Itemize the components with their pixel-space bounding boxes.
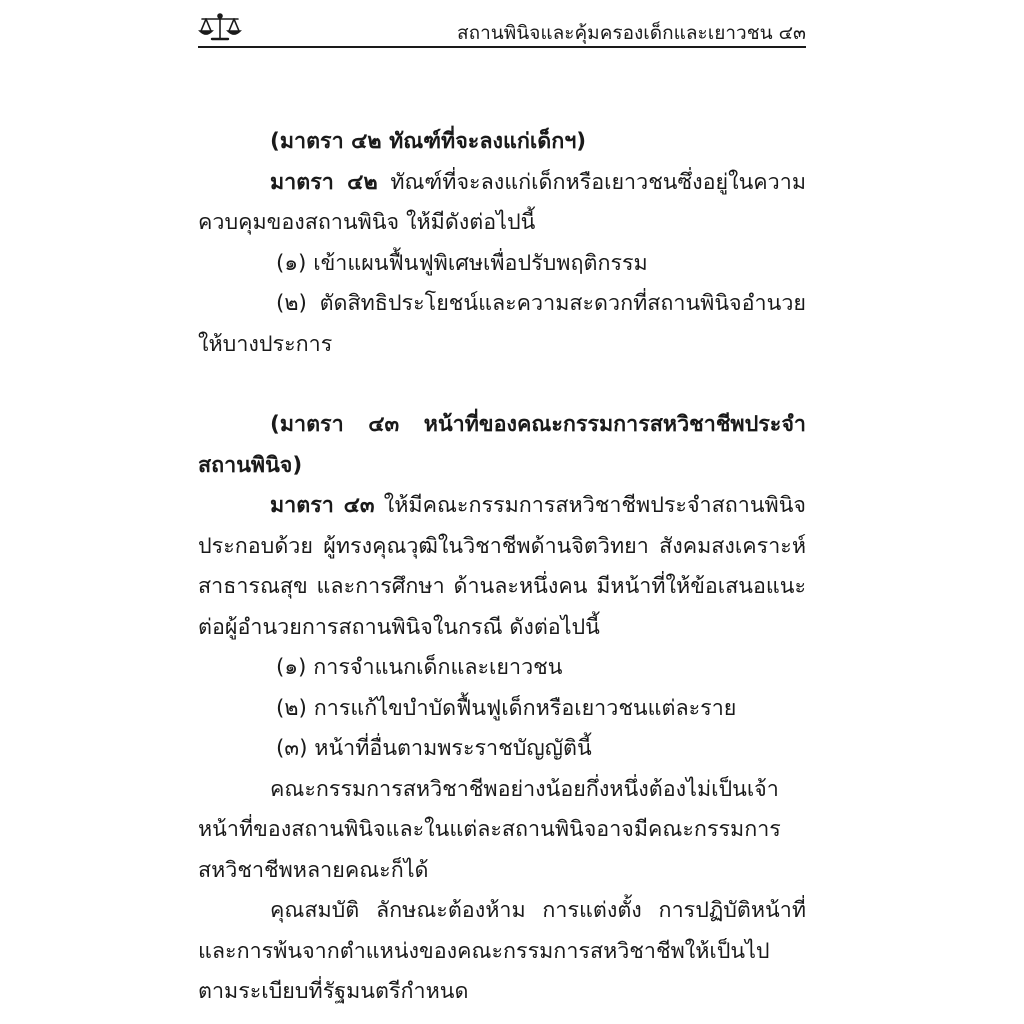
section-42-label: มาตรา ๔๒ xyxy=(270,169,378,195)
section-43-paragraph-3: คุณสมบัติ ลักษณะต้องห้าม การแต่งตั้ง การปฏิบัติหน้าที่และการพ้นจากตำแหน่งของคณะกรรมการสหวิชาชีพให้เป็นไปตามระเบียบที่รัฐมนตรีกำหนด xyxy=(198,898,806,1004)
running-head: สถานพินิจและคุ้มครองเด็กและเยาวชน ๔๓ xyxy=(456,22,806,44)
page-body xyxy=(198,122,806,1013)
section-42-body xyxy=(198,163,806,244)
page-header xyxy=(198,12,806,48)
section-43-body xyxy=(198,486,806,648)
section-43-text: ให้มีคณะกรรมการสหวิชาชีพประจำสถานพินิจ ประกอบด้วย ผู้ทรงคุณวุฒิในวิชาชีพด้านจิตวิทยา สังคมสงเคราะห์ สาธารณสุข และการศึกษา ด้านละหนึ่งคน มีหน้าที่ให้ข้อเสนอแนะต่อผู้อำนวยการสถานพินิจในกรณี ดังต่อไปนี้ xyxy=(198,493,806,640)
section-43-item-2: (๒) การแก้ไขบำบัดฟื้นฟูเด็กหรือเยาวชนแต่ละราย xyxy=(276,695,737,721)
section-43-item-3: (๓) หน้าที่อื่นตามพระราชบัญญัตินี้ xyxy=(276,736,592,761)
section-43-heading: (มาตรา ๔๓ หน้าที่ของคณะกรรมการสหวิชาชีพประจำสถานพินิจ) xyxy=(198,412,806,478)
section-42-item-2: (๒) ตัดสิทธิประโยชน์และความสะดวกที่สถานพินิจอำนวยให้บางประการ xyxy=(198,291,806,357)
section-gap xyxy=(198,365,806,405)
section-43-paragraph-2: คณะกรรมการสหวิชาชีพอย่างน้อยกึ่งหนึ่งต้องไม่เป็นเจ้าหน้าที่ของสถานพินิจและในแต่ละสถานพินิจอาจมีคณะกรรมการสหวิชาชีพหลายคณะก็ได้ xyxy=(198,776,781,883)
section-42-text: ทัณฑ์ที่จะลงแก่เด็กหรือเยาวชนซึ่งอยู่ในความควบคุมของสถานพินิจ ให้มีดังต่อไปนี้ xyxy=(198,169,806,235)
section-43-label: มาตรา ๔๓ xyxy=(270,493,375,518)
section-42-heading: (มาตรา ๔๒ ทัณฑ์ที่จะลงแก่เด็กฯ) xyxy=(270,129,587,154)
section-42-item-1: (๑) เข้าแผนฟื้นฟูพิเศษเพื่อปรับพฤติกรรม xyxy=(276,250,648,276)
scales-of-justice-icon xyxy=(198,12,242,42)
section-43-item-1: (๑) การจำแนกเด็กและเยาวชน xyxy=(276,655,563,680)
